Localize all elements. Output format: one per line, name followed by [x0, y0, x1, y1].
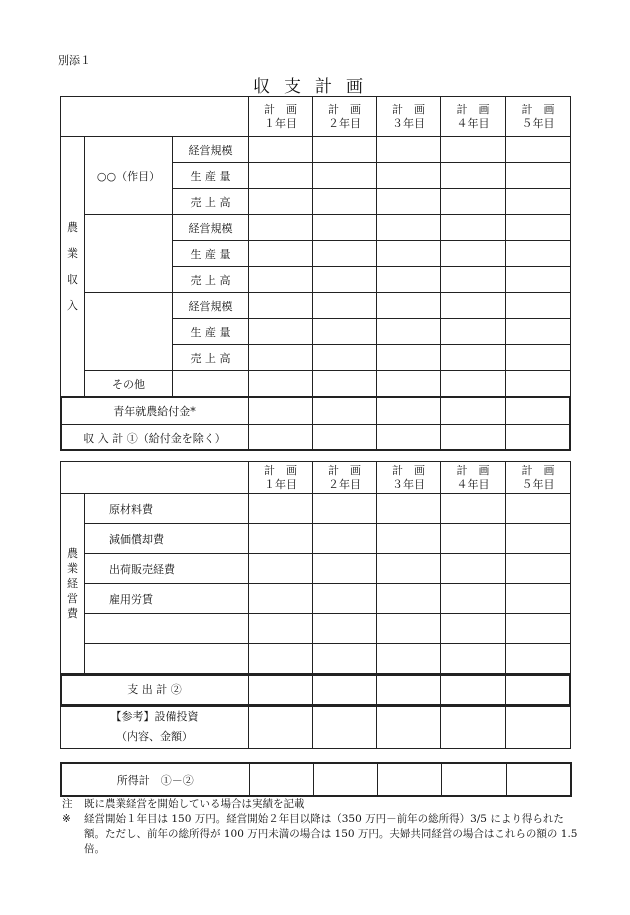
- note-mark: ※: [62, 813, 71, 825]
- cell[interactable]: [377, 189, 441, 215]
- profit-table: [60, 762, 572, 797]
- year-header-4: 計 画 ４年目: [441, 462, 506, 494]
- row-label-sales: 売 上 高: [173, 345, 249, 371]
- cell[interactable]: [377, 524, 441, 554]
- cell[interactable]: [313, 137, 377, 163]
- row-label-scale: 経営規模: [173, 293, 249, 319]
- cell[interactable]: [441, 293, 506, 319]
- cell[interactable]: [441, 215, 506, 241]
- profit-row: [61, 763, 571, 796]
- income-table: [60, 96, 571, 451]
- note-item: [62, 812, 582, 857]
- cell[interactable]: [313, 293, 377, 319]
- cell[interactable]: [313, 763, 377, 796]
- cell[interactable]: [249, 425, 313, 451]
- cell[interactable]: [506, 584, 571, 614]
- cell[interactable]: [313, 189, 377, 215]
- table-row: [61, 293, 571, 319]
- cell[interactable]: [249, 345, 313, 371]
- cell[interactable]: [441, 163, 506, 189]
- cell[interactable]: [441, 705, 506, 749]
- cell[interactable]: [249, 319, 313, 345]
- cell[interactable]: [441, 763, 506, 796]
- cell[interactable]: [313, 241, 377, 267]
- year-header-row: [61, 462, 571, 494]
- cell[interactable]: [249, 137, 313, 163]
- cell[interactable]: [377, 319, 441, 345]
- note-text: 経営開始１年目は 150 万円。経営開始２年目以降は（350 万円－前年の総所得）3/5 により得られた額。ただし、前年の総所得が 100 万円未満の場合は 150 万円。夫婦共同経営の場合はこれらの額の 1.5 倍。: [84, 813, 578, 855]
- expense-section-label: 農 業 経 営 費: [61, 494, 85, 674]
- income-total-row: [61, 425, 571, 451]
- cell[interactable]: [377, 584, 441, 614]
- cell[interactable]: [313, 371, 377, 397]
- cell[interactable]: [377, 267, 441, 293]
- cell[interactable]: [377, 614, 441, 644]
- cell[interactable]: [441, 674, 506, 705]
- year-header-2: 計 画 ２年目: [313, 97, 377, 137]
- cell[interactable]: [506, 137, 571, 163]
- cell[interactable]: [249, 644, 313, 674]
- cell[interactable]: [506, 215, 571, 241]
- cell[interactable]: [377, 674, 441, 705]
- cell[interactable]: [249, 397, 313, 425]
- table-row: [61, 614, 571, 644]
- cell[interactable]: [441, 494, 506, 524]
- cell[interactable]: [313, 674, 377, 705]
- cell[interactable]: [506, 763, 571, 796]
- row-label-scale: 経営規模: [173, 215, 249, 241]
- cell[interactable]: [506, 371, 571, 397]
- cell[interactable]: [313, 554, 377, 584]
- year-header-5: 計 画 ５年目: [506, 97, 571, 137]
- cell[interactable]: [506, 674, 571, 705]
- cell[interactable]: [377, 425, 441, 451]
- cell[interactable]: [249, 163, 313, 189]
- cell[interactable]: [249, 267, 313, 293]
- cell[interactable]: [441, 241, 506, 267]
- cell[interactable]: [441, 554, 506, 584]
- cell[interactable]: [506, 345, 571, 371]
- year-header-3: 計 画 ３年目: [377, 462, 441, 494]
- cell[interactable]: [249, 584, 313, 614]
- table-row: [61, 524, 571, 554]
- notes: [62, 797, 582, 857]
- crop-label-blank[interactable]: [85, 215, 173, 293]
- table-row: [61, 644, 571, 674]
- row-label-production: 生 産 量: [173, 163, 249, 189]
- table-row: [61, 494, 571, 524]
- cell[interactable]: [441, 137, 506, 163]
- cell[interactable]: [441, 524, 506, 554]
- cell[interactable]: [506, 644, 571, 674]
- cell[interactable]: [249, 614, 313, 644]
- cell[interactable]: [313, 267, 377, 293]
- cell[interactable]: [441, 189, 506, 215]
- expense-item-blank[interactable]: [85, 614, 249, 644]
- table-row: [61, 554, 571, 584]
- year-header-4: 計 画 ４年目: [441, 97, 506, 137]
- subsidy-label: 青年就農給付金*: [61, 397, 249, 425]
- cell[interactable]: [377, 345, 441, 371]
- cell[interactable]: [441, 425, 506, 451]
- cell[interactable]: [249, 241, 313, 267]
- cell[interactable]: [441, 614, 506, 644]
- cell[interactable]: [313, 345, 377, 371]
- cell[interactable]: [313, 524, 377, 554]
- income-section-label: 農 業 収 入: [61, 137, 85, 397]
- row-label-sales: 売 上 高: [173, 267, 249, 293]
- cell[interactable]: [313, 397, 377, 425]
- year-header-1: 計 画 １年目: [249, 462, 313, 494]
- expense-table: [60, 461, 571, 749]
- cell[interactable]: [249, 189, 313, 215]
- expense-item-materials: 原材料費: [85, 494, 249, 524]
- cell[interactable]: [377, 554, 441, 584]
- cell[interactable]: [249, 371, 313, 397]
- cell[interactable]: [506, 425, 571, 451]
- page-title: 収支計画: [253, 77, 377, 97]
- table-row: [61, 215, 571, 241]
- cell[interactable]: [313, 319, 377, 345]
- subsidy-row: [61, 397, 571, 425]
- year-header-1: 計 画 １年目: [249, 97, 313, 137]
- row-label-scale: 経営規模: [173, 137, 249, 163]
- cell[interactable]: [377, 397, 441, 425]
- crop-label-blank[interactable]: [85, 293, 173, 371]
- cell[interactable]: [441, 397, 506, 425]
- note-mark: 注: [62, 798, 73, 810]
- cell[interactable]: [377, 763, 441, 796]
- cell[interactable]: [506, 614, 571, 644]
- income-total-label: 収 入 計 ①（給付金を除く）: [61, 425, 249, 451]
- cell[interactable]: [313, 163, 377, 189]
- reference-row: [61, 705, 571, 749]
- cell[interactable]: [377, 371, 441, 397]
- cell[interactable]: [313, 614, 377, 644]
- cell[interactable]: [377, 644, 441, 674]
- cell[interactable]: [506, 319, 571, 345]
- cell[interactable]: [313, 705, 377, 749]
- cell[interactable]: [249, 763, 313, 796]
- cell[interactable]: [506, 554, 571, 584]
- cell[interactable]: [377, 163, 441, 189]
- cell[interactable]: [313, 584, 377, 614]
- cell[interactable]: [377, 494, 441, 524]
- year-header-5: 計 画 ５年目: [506, 462, 571, 494]
- header-blank: [61, 97, 249, 137]
- cell[interactable]: [313, 425, 377, 451]
- cell[interactable]: [249, 705, 313, 749]
- cell[interactable]: [377, 705, 441, 749]
- cell[interactable]: [506, 494, 571, 524]
- other-blank[interactable]: [173, 371, 249, 397]
- crop-label: ○○（作目）: [85, 137, 173, 215]
- table-row: [61, 137, 571, 163]
- cell[interactable]: [506, 293, 571, 319]
- cell[interactable]: [377, 215, 441, 241]
- cell[interactable]: [506, 267, 571, 293]
- row-label-production: 生 産 量: [173, 319, 249, 345]
- year-header-3: 計 画 ３年目: [377, 97, 441, 137]
- cell[interactable]: [249, 494, 313, 524]
- cell[interactable]: [249, 554, 313, 584]
- table-row: [61, 584, 571, 614]
- cell[interactable]: [506, 241, 571, 267]
- cell[interactable]: [313, 494, 377, 524]
- expense-item-blank[interactable]: [85, 644, 249, 674]
- expense-total-label: 支 出 計 ②: [61, 674, 249, 705]
- table-row: [61, 371, 571, 397]
- profit-label: 所得計 ①－②: [61, 763, 249, 796]
- cell[interactable]: [441, 267, 506, 293]
- header-blank: [61, 462, 249, 494]
- cell[interactable]: [506, 163, 571, 189]
- cell[interactable]: [506, 397, 571, 425]
- cell[interactable]: [441, 371, 506, 397]
- cell[interactable]: [313, 644, 377, 674]
- cell[interactable]: [441, 644, 506, 674]
- expense-item-shipping: 出荷販売経費: [85, 554, 249, 584]
- year-header-row: [61, 97, 571, 137]
- cell[interactable]: [441, 584, 506, 614]
- cell[interactable]: [377, 137, 441, 163]
- cell[interactable]: [249, 674, 313, 705]
- expense-item-labor: 雇用労賃: [85, 584, 249, 614]
- cell[interactable]: [313, 215, 377, 241]
- other-label: その他: [85, 371, 173, 397]
- cell[interactable]: [377, 293, 441, 319]
- cell[interactable]: [506, 705, 571, 749]
- attachment-label: 別添１: [58, 54, 91, 67]
- year-header-2: 計 画 ２年目: [313, 462, 377, 494]
- expense-total-row: [61, 674, 571, 705]
- note-text: 既に農業経営を開始している場合は実績を記載: [84, 798, 305, 810]
- cell[interactable]: [441, 319, 506, 345]
- cell[interactable]: [441, 345, 506, 371]
- cell[interactable]: [377, 241, 441, 267]
- cell[interactable]: [249, 215, 313, 241]
- note-item: [62, 797, 582, 812]
- cell[interactable]: [506, 524, 571, 554]
- row-label-sales: 売 上 高: [173, 189, 249, 215]
- cell[interactable]: [249, 524, 313, 554]
- expense-item-depreciation: 減価償却費: [85, 524, 249, 554]
- cell[interactable]: [506, 189, 571, 215]
- cell[interactable]: [249, 293, 313, 319]
- reference-label: 【参考】設備投資 （内容、金額）: [61, 705, 249, 749]
- row-label-production: 生 産 量: [173, 241, 249, 267]
